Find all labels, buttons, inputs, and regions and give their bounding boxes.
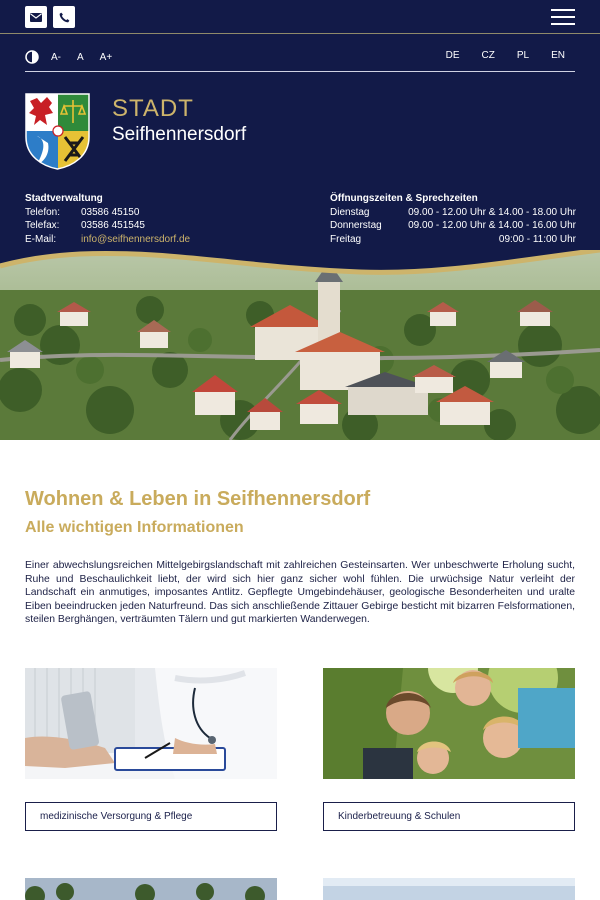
card-image[interactable] [25, 878, 277, 900]
accessibility-tools [25, 48, 112, 66]
page-title: Wohnen & Leben in Seifhennersdorf [25, 488, 371, 510]
font-increase-button[interactable]: A+ [99, 51, 113, 63]
email-link[interactable]: info@seifhennersdorf.de [81, 233, 191, 245]
phone-number[interactable]: 03586 45150 [81, 206, 140, 218]
font-decrease-button[interactable]: A- [51, 51, 61, 63]
language-switcher [424, 50, 565, 61]
phone-button[interactable] [53, 6, 75, 28]
email-button[interactable] [25, 6, 47, 28]
card-image[interactable] [323, 878, 575, 900]
medical-care-button[interactable] [25, 802, 277, 831]
coat-of-arms-logo[interactable] [25, 93, 90, 170]
lang-cz[interactable]: CZ [481, 50, 495, 61]
top-bar [0, 0, 600, 34]
hours-day: Dienstag [330, 206, 370, 218]
hours-heading: Öffnungszeiten & Sprechzeiten [330, 193, 478, 204]
phone-icon [59, 12, 70, 23]
font-normal-button[interactable]: A [77, 51, 84, 63]
hours-row [330, 206, 576, 220]
hours-time: 09.00 - 12.00 Uhr & 14.00 - 16.00 Uhr [408, 220, 576, 231]
childcare-schools-button[interactable] [323, 802, 575, 831]
hero-town-photo [0, 250, 600, 440]
contact-heading: Stadtverwaltung [25, 193, 103, 204]
hours-day: Donnerstag [330, 220, 382, 231]
intro-text: Einer abwechslungsreichen Mittelgebirgslandschaft mit zahlreichen Gesteinsarten. Wer unbeschwerte Erholung sucht, Ruhe und Beschaulichkeit liebt, der wird sich hier ganz sicher wohl fühlen. Die urwüchsige Natur verleiht der Landschaft ein anmutiges, imposantes Antlitz. Gepflegte Umgebindehäuser, geologische Besonderheiten und uralte Eiben beeindrucken jeden Naturfreund. Das sich anschließende Zittauer Gebirge besticht mit bizarren Felsformationen, steilen Berghängen, verträumten Tälern und gut markierten Wanderwegen. [25, 560, 575, 626]
hours-row [330, 233, 576, 247]
brand-name: Seifhennersdorf [112, 124, 247, 145]
fax-label: Telefax: [25, 220, 60, 231]
medical-card-image[interactable] [25, 668, 277, 779]
hours-day: Freitag [330, 233, 362, 245]
envelope-icon [30, 13, 42, 22]
hours-time: 09:00 - 11:00 Uhr [498, 233, 576, 245]
main-content [25, 488, 575, 627]
hamburger-menu-icon[interactable] [551, 9, 575, 26]
page-subtitle: Alle wichtigen Informationen [25, 519, 244, 536]
hours-time: 09.00 - 12.00 Uhr & 14.00 - 18.00 Uhr [408, 206, 576, 218]
header-divider [25, 71, 575, 72]
lang-de[interactable]: DE [445, 50, 460, 61]
childcare-schools-label: Kinderbetreuung & Schulen [338, 811, 461, 822]
medical-care-label: medizinische Versorgung & Pflege [40, 811, 193, 822]
childcare-card-image[interactable] [323, 668, 575, 779]
lang-en[interactable]: EN [551, 50, 565, 61]
fax-number: 03586 451545 [81, 220, 145, 231]
brand-label: STADT [112, 95, 194, 122]
site-header [0, 0, 600, 440]
contrast-icon[interactable] [25, 50, 39, 64]
opening-hours [330, 192, 576, 246]
lang-pl[interactable]: PL [516, 50, 530, 61]
phone-label: Telefon: [25, 206, 61, 218]
email-label: E-Mail: [25, 233, 57, 245]
hours-row [330, 219, 576, 233]
contact-block [25, 192, 190, 246]
